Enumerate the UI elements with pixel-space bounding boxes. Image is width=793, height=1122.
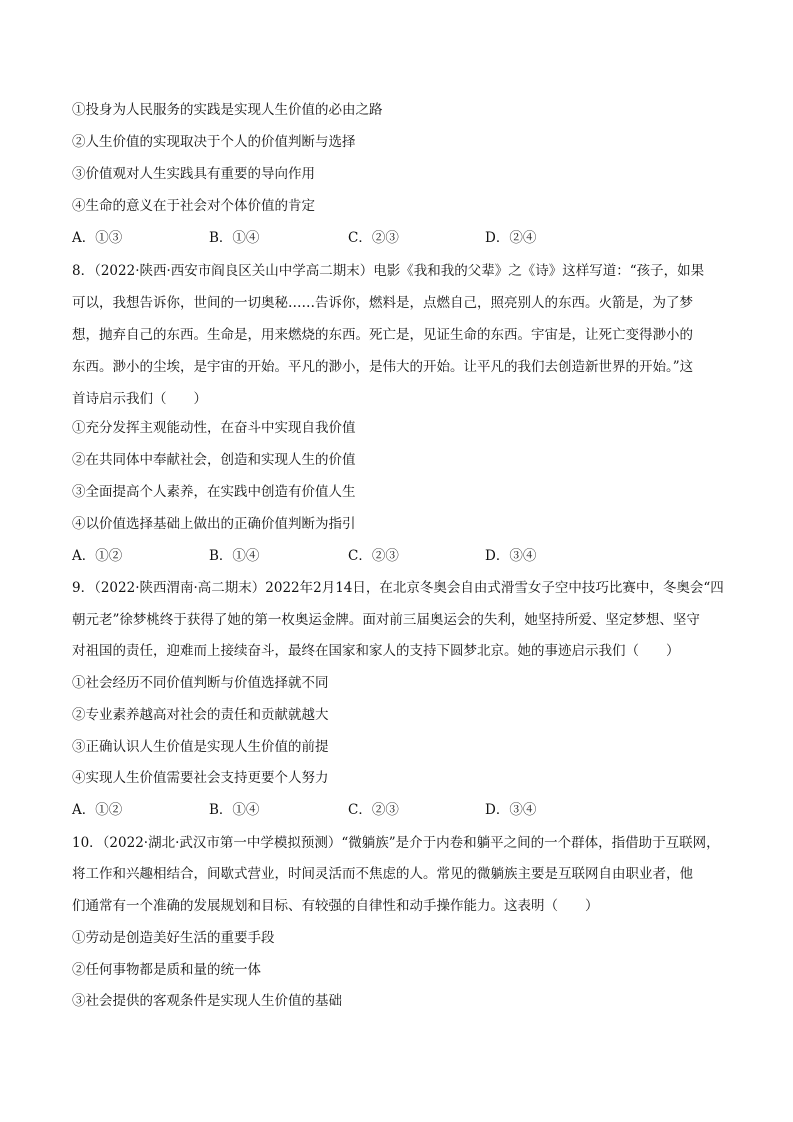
q8-choice-d: D．③④ bbox=[485, 548, 537, 564]
q8-option-1: ①充分发挥主观能动性，在奋斗中实现自我价值 bbox=[72, 420, 356, 436]
q7-option-2: ②人生价值的实现取决于个人的价值判断与选择 bbox=[72, 134, 356, 150]
q8-choice-b: B．①④ bbox=[209, 548, 260, 564]
q9-stem-line-3: 对祖国的责任，迎难而上接续奋斗，最终在国家和家人的支持下圆梦北京。她的事迹启示我们（ ） bbox=[72, 643, 680, 659]
q9-choice-a: A．①② bbox=[72, 802, 123, 818]
q7-option-3: ③价值观对人生实践具有重要的导向作用 bbox=[72, 166, 315, 182]
q8-option-3: ③全面提高个人素养，在实践中创造有价值人生 bbox=[72, 484, 356, 500]
q10-option-1: ①劳动是创造美好生活的重要手段 bbox=[72, 930, 275, 946]
q9-option-3: ③正确认识人生价值是实现人生价值的前提 bbox=[72, 739, 329, 755]
q8-stem-line-2: 可以，我想告诉你，世间的一切奥秘……告诉你，燃料是，点燃自己，照亮别人的东西。火箭是，为了梦 bbox=[72, 295, 693, 311]
q8-option-4: ④以价值选择基础上做出的正确价值判断为指引 bbox=[72, 516, 356, 532]
q7-choice-c: C．②③ bbox=[348, 230, 399, 246]
q8-stem-line-4: 东西。渺小的尘埃，是宇宙的开始。平凡的渺小，是伟大的开始。让平凡的我们去创造新世界的开始。”这 bbox=[72, 359, 694, 375]
q9-stem-line-2: 朝元老”徐梦桃终于获得了她的第一枚奥运金牌。面对前三届奥运会的失利，她坚持所爱、坚定梦想、坚守 bbox=[72, 612, 700, 628]
q8-stem-line-3: 想，抛弃自己的东西。生命是，用来燃烧的东西。死亡是，见证生命的东西。宇宙是，让死亡变得渺小的 bbox=[72, 327, 693, 343]
q9-choice-d: D．③④ bbox=[485, 802, 537, 818]
q7-choice-a: A．①③ bbox=[72, 230, 123, 246]
q9-stem-line-1: 9．（2022·陕西渭南·高二期末）2022年2月14日，在北京冬奥会自由式滑雪女子空中技巧比赛中，冬奥会“四 bbox=[72, 580, 724, 596]
q8-choice-a: A．①② bbox=[72, 548, 123, 564]
q7-option-4: ④生命的意义在于社会对个体价值的肯定 bbox=[72, 198, 315, 214]
q8-choice-c: C．②③ bbox=[348, 548, 399, 564]
q7-choice-b: B．①④ bbox=[209, 230, 260, 246]
q8-stem-line-1: 8．（2022·陕西·西安市阎良区关山中学高二期末）电影《我和我的父辈》之《诗》这样写道：“孩子，如果 bbox=[72, 263, 705, 279]
q8-stem-line-5: 首诗启示我们（ ） bbox=[72, 391, 207, 407]
q9-choice-b: B．①④ bbox=[209, 802, 260, 818]
q9-option-4: ④实现人生价值需要社会支持更要个人努力 bbox=[72, 770, 329, 786]
q7-choice-d: D．②④ bbox=[485, 230, 537, 246]
q10-stem-line-3: 们通常有一个准确的发展规划和目标、有较强的自律性和动手操作能力。这表明（ ） bbox=[72, 898, 599, 914]
q10-option-3: ③社会提供的客观条件是实现人生价值的基础 bbox=[72, 993, 342, 1009]
q9-option-1: ①社会经历不同价值判断与价值选择就不同 bbox=[72, 675, 329, 691]
q10-stem-line-2: 将工作和兴趣相结合，间歇式营业，时间灵活而不焦虑的人。常见的微躺族主要是互联网自由职业者，他 bbox=[72, 866, 693, 882]
q10-option-2: ②任何事物都是质和量的统一体 bbox=[72, 962, 261, 978]
q8-option-2: ②在共同体中奉献社会，创造和实现人生的价值 bbox=[72, 452, 356, 468]
q7-option-1: ①投身为人民服务的实践是实现人生价值的必由之路 bbox=[72, 102, 383, 118]
q10-stem-line-1: 10．（2022·湖北·武汉市第一中学模拟预测）“微躺族”是介于内卷和躺平之间的一个群体，指借助于互联网， bbox=[72, 835, 720, 851]
q9-option-2: ②专业素养越高对社会的责任和贡献就越大 bbox=[72, 707, 329, 723]
q9-choice-c: C．②③ bbox=[348, 802, 399, 818]
